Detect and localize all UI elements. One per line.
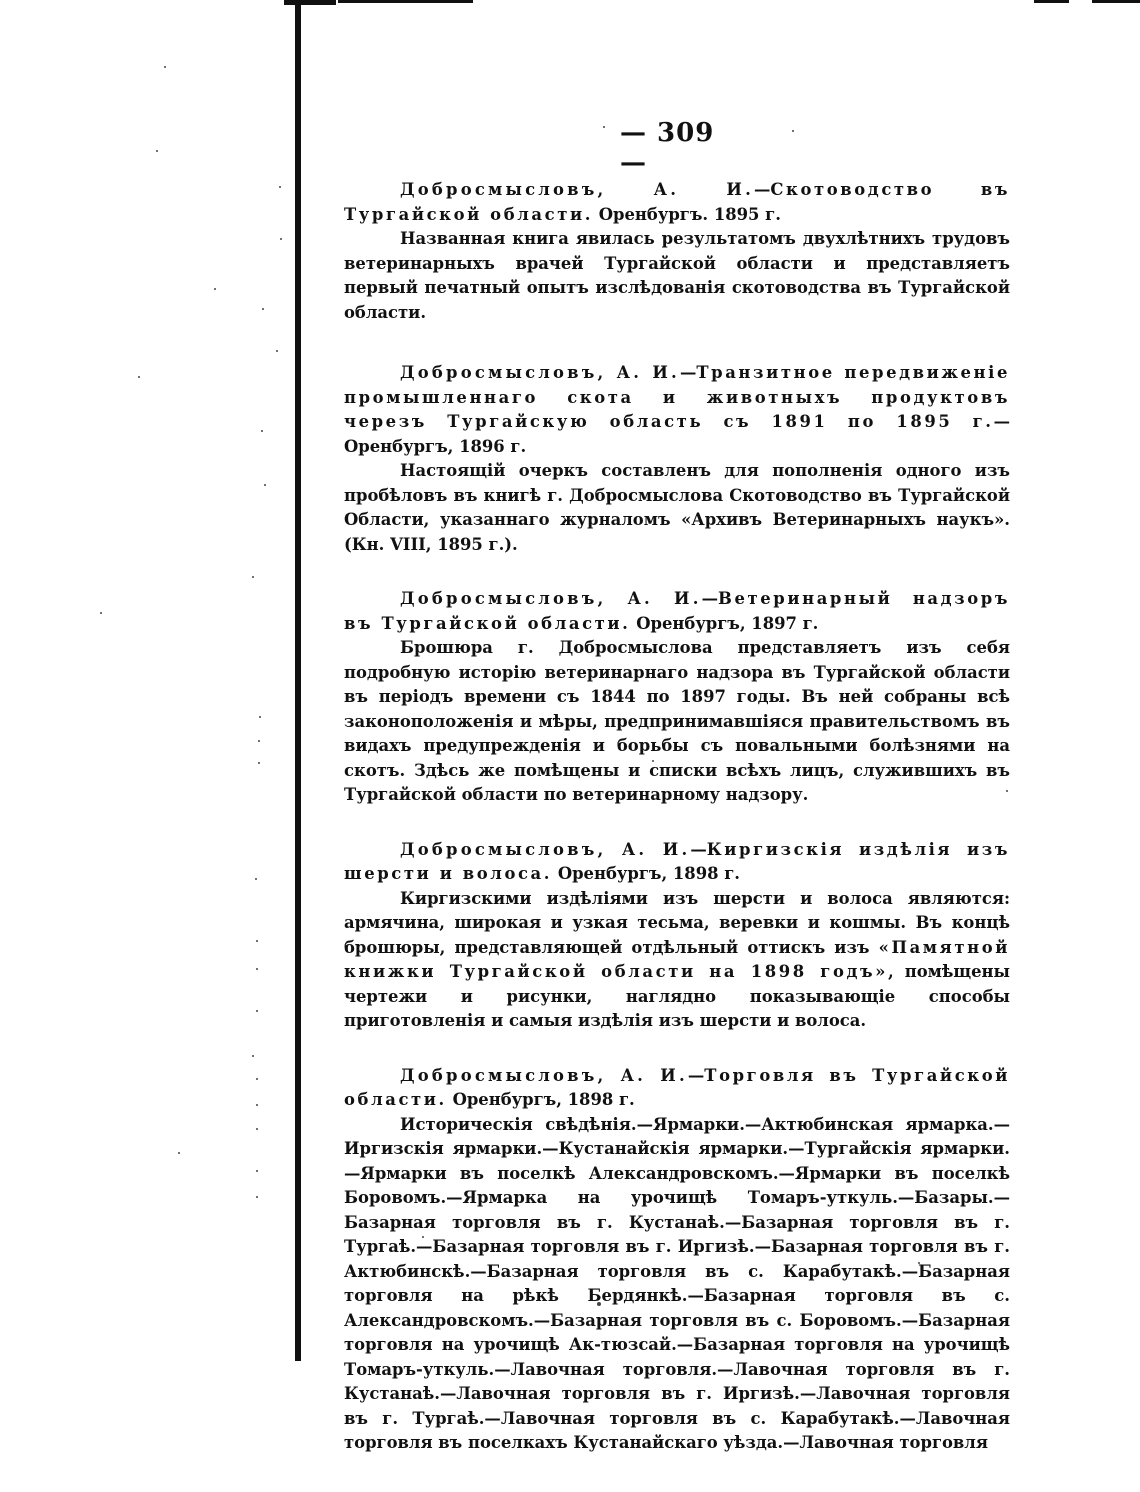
entry-title: Киргизскія издѣлія изъ шерсти и волоса.	[344, 839, 1010, 883]
entry-imprint: Оренбургъ, 1897 г.	[636, 613, 819, 633]
scan-speck	[256, 1078, 258, 1080]
entry-title: Скотоводство въ Тургайской области.	[344, 180, 1010, 224]
entry-annotation	[344, 887, 1010, 1034]
entry-heading	[344, 178, 1010, 227]
scan-speck	[256, 940, 258, 942]
entry-dash: —	[687, 1065, 705, 1085]
scan-speck	[252, 1055, 254, 1057]
scan-speck	[214, 288, 216, 290]
bibliography-entry	[344, 838, 1010, 1034]
top-rule	[1034, 0, 1069, 3]
annotation-cited-title: «Памятной книжки Тургайской области на 1898 годъ»	[344, 937, 1010, 981]
entry-annotation: Брошюра г. Добросмыслова представляетъ изъ себя подробную исторію ветеринарнаго надзора въ Тургайской области въ періодъ времени съ 1844 по 1897 годы. Въ ней собраны всѣ законоположенія и мѣры, предпринимавшіяся правительствомъ въ видахъ предупрежденія и борьбы съ повальными болѣзнями на скотъ. Здѣсь же помѣщены и списки всѣхъ лицъ, служившихъ въ Тургайской области по ветеринарному надзору.	[344, 638, 1010, 804]
scan-speck	[264, 484, 266, 486]
scan-speck	[259, 716, 261, 718]
entry-heading	[344, 838, 1010, 887]
annotation-text: , помѣщены чертежи и рисунки, наглядно показывающіе способы приготовленія и самыя издѣлія изъ шерсти и волоса.	[344, 962, 1010, 1030]
scan-speck	[100, 612, 102, 614]
scan-speck	[255, 878, 257, 880]
entry-annotation: Названная книга явилась результатомъ двухлѣтнихъ трудовъ ветеринарныхъ врачей Тургайской области и представляетъ первый печатный опытъ изслѣдованія скотоводства въ Тургайской области.	[344, 229, 1010, 322]
bibliography-entry	[344, 587, 1010, 808]
top-rule	[1092, 0, 1140, 3]
entry-author: Добросмысловъ, А. И.	[400, 839, 691, 859]
entry-author: Добросмысловъ, А. И.	[400, 180, 754, 199]
scan-speck	[256, 1010, 258, 1012]
scan-speck	[164, 66, 166, 68]
scan-speck	[258, 762, 260, 764]
scan-speck	[256, 968, 258, 970]
scan-speck	[792, 130, 794, 132]
bibliography-entry	[344, 178, 1010, 325]
entry-author: Добросмысловъ, А. И.	[400, 363, 680, 382]
scan-speck	[138, 376, 140, 378]
entry-heading	[344, 1064, 1010, 1113]
entry-title: Торговля въ Тургайской области.	[344, 1065, 1010, 1109]
scan-speck	[256, 1128, 258, 1130]
scan-speck	[603, 126, 605, 128]
scan-speck	[279, 186, 281, 188]
top-rule	[284, 0, 336, 5]
scan-speck	[256, 1170, 258, 1172]
scan-speck	[256, 1196, 258, 1198]
scan-speck	[262, 308, 264, 310]
page-number: — 309 —	[620, 118, 715, 178]
entry-author: Добросмысловъ, А. И.	[400, 1065, 688, 1085]
entry-imprint: —Оренбургъ, 1896 г.	[344, 412, 1010, 456]
scan-speck	[280, 238, 282, 240]
annotation-text: Киргизскими издѣліями изъ шерсти и волоса являются: армячина, широкая и узкая тесьма, веревки и кошмы. Въ концѣ брошюры, представляющей отдѣльный оттискъ изъ	[344, 888, 1010, 957]
entry-dash: —	[690, 839, 707, 859]
scan-speck	[256, 1104, 258, 1106]
scan-speck	[178, 1152, 180, 1154]
entry-heading	[344, 361, 1010, 459]
scan-speck	[276, 350, 278, 352]
bibliography-entry	[344, 1064, 1010, 1456]
scan-speck	[261, 430, 263, 432]
entry-imprint: Оренбургъ, 1898 г.	[452, 1090, 635, 1109]
entry-annotation: Настоящій очеркъ составленъ для пополненія одного изъ пробѣловъ въ книгѣ г. Добросмыслова Скотоводство въ Тургайской Области, указаннаго журналомъ «Архивъ Ветеринарныхъ наукъ». (Кн. VIII, 1895 г.).	[344, 461, 1010, 554]
bibliography-content	[344, 178, 1010, 1492]
entry-imprint: Оренбургъ, 1898 г.	[557, 864, 740, 883]
scan-speck	[156, 150, 158, 152]
entry-annotation: Историческія свѣдѣнія.—Ярмарки.—Актюбинская ярмарка.—Иргизскія ярмарки.—Кустанайскія ярмарки.—Тургайскія ярмарки.—Ярмарки въ поселкѣ Александровскомъ.—Ярмарки въ поселкѣ Боровомъ.—Ярмарка на урочищѣ Томаръ-уткуль.—Базары.—Базарная торговля въ г. Кустанаѣ.—Базарная торговля въ г. Тургаѣ.—Базарная торговля въ г. Иргизѣ.—Базарная торговля въ г. Актюбинскѣ.—Базарная торговля въ с. Карабутакѣ.—Базарная торговля на рѣкѣ Бердянкѣ.—Базарная торговля въ с. Александровскомъ.—Базарная торговля въ с. Боровомъ.—Базарная торговля на урочищѣ Ак-тюзсай.—Базарная торговля на урочищѣ Томаръ-уткуль.—Лавочная торговля.—Лавочная торговля въ г. Кустанаѣ.—Лавочная торговля въ г. Иргизѣ.—Лавочная торговля въ г. Тургаѣ.—Лавочная торговля въ с. Карабутакѣ.—Лавочная торговля въ поселкахъ Кустанайскаго уѣзда.—Лавочная торговля	[344, 1114, 1010, 1452]
entry-dash: —	[679, 363, 697, 382]
page-binding-edge	[295, 0, 301, 1361]
entry-heading	[344, 587, 1010, 636]
entry-title: Ветеринарный надзоръ въ Тургайской области.	[344, 589, 1011, 633]
entry-imprint: Оренбургъ. 1895 г.	[598, 204, 781, 224]
top-rule	[338, 0, 473, 3]
entry-title: Транзитное передвиженіе промышленнаго скота и животныхъ продуктовъ черезъ Тургайскую область съ 1891 по 1895 г.	[344, 363, 1011, 431]
bibliography-entry	[344, 361, 1010, 557]
scan-speck	[258, 740, 260, 742]
scan-speck	[252, 576, 254, 578]
entry-author: Добросмысловъ, А. И.	[400, 589, 702, 608]
entry-dash: —	[701, 589, 719, 608]
entry-dash: —	[753, 180, 771, 199]
